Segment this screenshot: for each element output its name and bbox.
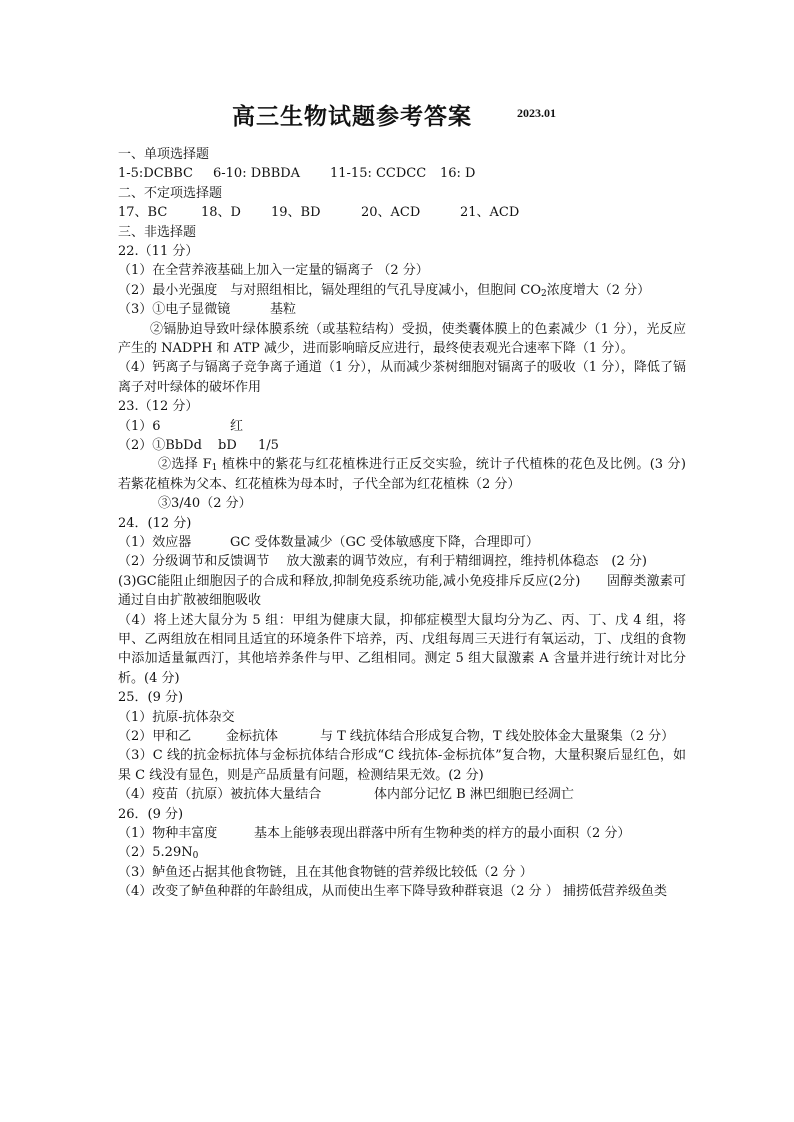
q24-part3: (3)GC能阻止细胞因子的合成和释放,抑制免疫系统功能,减小免疫排斥反应(2分) 固醇类激素可通过自由扩散被细胞吸收 [118, 573, 686, 609]
answer-17: 17、BC [118, 205, 168, 221]
q23-part2-expl-b: 植株中的紫花与红花植株进行正反交实验，统计子代植株的花色及比例。(3 分) 若紫花植株为父本、红花植株为母本时，子代全部为红花植株（2 分） [118, 457, 704, 492]
q26-part1 [118, 824, 686, 843]
q23-part1 [118, 417, 686, 436]
q23-f1-subscript: 1 [211, 463, 218, 474]
q26-part1-a: （1）物种丰富度 [118, 825, 218, 841]
section-heading-multi-choice: 二、不定项选择题 [118, 185, 223, 201]
answer-21: 21、ACD [460, 205, 520, 221]
q25-part3: （3）C 线的抗金标抗体与金标抗体结合形成“C 线抗体-金标抗体”复合物，大量积聚后显红色，如果 C 线没有显色，则是产品质量有问题，检测结果无效。(2 分) [118, 748, 686, 783]
q24-part1-a: （1）效应器 [118, 534, 192, 550]
q23-part2-explanation [118, 455, 704, 494]
q26-title: 26．(9 分) [118, 806, 184, 822]
section-heading-non-choice: 三、非选择题 [118, 224, 197, 240]
q25-part2-c: 与 T 线抗体结合形成复合物，T 线处胶体金大量聚集（2 分） [320, 728, 675, 744]
answer-18: 18、D [201, 205, 241, 221]
q22-part1: （1）在全营养液基础上加入一定量的镉离子 （2 分） [118, 263, 429, 279]
q25-part2 [118, 727, 686, 746]
q22-part2-text-end: 浓度增大（2 分） [546, 282, 651, 298]
q22-title: 22.（11 分） [118, 243, 199, 259]
section-heading-single-choice: 一、单项选择题 [118, 147, 210, 162]
q26-n0-subscript: 0 [192, 851, 199, 862]
q22-part3-b: 基粒 [270, 302, 297, 318]
answer-20: 20、ACD [361, 205, 421, 221]
q23-part2-a: （2）①BbDd [118, 437, 202, 453]
answer-content [118, 145, 704, 901]
q22-part3-a: （3）①电子显微镜 [118, 302, 231, 318]
answer-19: 19、BD [271, 205, 321, 221]
q25-part2-a: （2）甲和乙 [118, 728, 192, 744]
q24-title: 24．(12 分) [118, 515, 192, 531]
answer-11-15: 11-15: CCDCC [330, 166, 427, 182]
q26-part2-text: （2）5.29N [118, 845, 193, 861]
title-row [0, 98, 794, 128]
q24-part1 [118, 533, 686, 552]
exam-date: 2023.01 [517, 106, 556, 120]
q23-part2 [118, 436, 686, 455]
q23-part2-expl-a: ②选择 F [158, 457, 212, 473]
q25-part1: （1）抗原-抗体杂交 [118, 709, 235, 725]
q23-title: 23.（12 分） [118, 399, 199, 415]
q22-part4: （4）钙离子与镉离子竞争离子通道（1 分），从而减少茶树细胞对镉离子的吸收（1 分），降低了镉离子对叶绿体的破坏作用 [118, 360, 686, 395]
page-title: 高三生物试题参考答案 [232, 103, 472, 130]
q25-title: 25．(9 分) [118, 690, 184, 706]
q23-part2-b: bD [218, 437, 237, 453]
q22-co2-subscript: 2 [541, 288, 547, 299]
q24-part4: （4）将上述大鼠分为 5 组：甲组为健康大鼠，抑郁症模型大鼠均分为乙、丙、丁、戊 4 组，将甲、乙两组放在相同且适宜的环境条件下培养，丙、戊组每周三天进行有氧运动，丁、戊组的食物中添加适量氟西汀，其他培养条件与甲、乙组相同。测定 5 组大鼠激素 A 含量并进行统计对比分析。(4 分) [118, 612, 686, 686]
answer-16: 16: D [440, 166, 476, 182]
q23-part1-a: （1）6 [118, 418, 161, 434]
q24-part2: （2）分级调节和反馈调节 放大激素的调节效应，有利于精细调控，维持机体稳态 (2 分) [118, 554, 647, 570]
q26-part1-b: 基本上能够表现出群落中所有生物种类的样方的最小面积（2 分） [254, 825, 631, 841]
q26-part2 [118, 843, 686, 862]
q22-part2-text: （2）最小光强度 与对照组相比，镉处理组的气孔导度减小，但胞间 CO [118, 282, 542, 298]
q23-part3: ③3/40（2 分） [158, 496, 252, 512]
q24-part1-b: GC 受体数量减少（GC 受体敏感度下降，合理即可） [230, 534, 539, 550]
q25-part4-a: （4）疫苗（抗原）被抗体大量结合 [118, 787, 322, 803]
q22-part3 [118, 300, 686, 319]
q26-part3: （3）鲈鱼还占据其他食物链，且在其他食物链的营养级比较低（2 分 ） [118, 864, 533, 880]
answer-6-10: 6-10: DBBDA [213, 166, 301, 182]
q23-part2-c: 1/5 [258, 437, 279, 453]
q25-part4 [118, 785, 686, 804]
q22-part2 [118, 281, 686, 300]
q22-part3-explanation: ②镉胁迫导致叶绿体膜系统（或基粒结构）受损，使类囊体膜上的色素减少（1 分），光反应产生的 NADPH 和 ATP 减少，进而影响暗反应进行，最终使表观光合速率下降（1 分）。 [118, 321, 686, 356]
q25-part4-b: 体内部分记忆 B 淋巴细胞已经凋亡 [374, 787, 574, 803]
single-choice-answers [118, 164, 686, 183]
q25-part2-b: 金标抗体 [226, 728, 279, 744]
answer-1-5: 1-5:DCBBC [118, 166, 193, 182]
multi-choice-answers [118, 203, 686, 222]
q23-part1-b: 红 [230, 418, 244, 434]
q26-part4: （4）改变了鲈鱼种群的年龄组成，从而使出生率下降导致种群衰退（2 分 ） 捕捞低营养级鱼类 [118, 884, 667, 900]
